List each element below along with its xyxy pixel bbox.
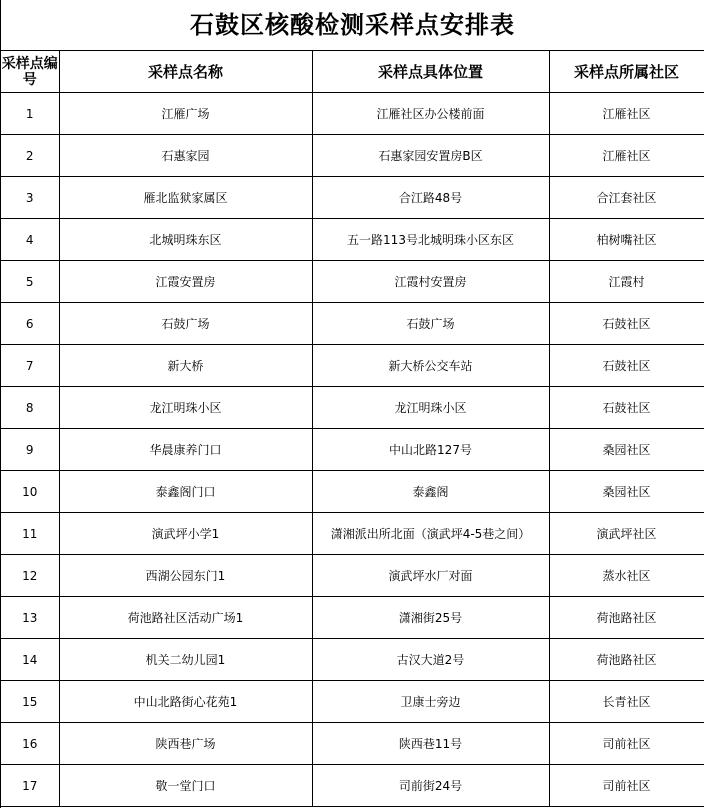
cell-community[interactable]: 石鼓社区 (549, 345, 704, 387)
cell-community[interactable]: 司前社区 (549, 765, 704, 807)
cell-community[interactable]: 桑园社区 (549, 429, 704, 471)
cell-community[interactable]: 蒸水社区 (549, 555, 704, 597)
cell-name[interactable]: 华晨康养门口 (59, 429, 312, 471)
cell-location[interactable]: 石惠家园安置房B区 (312, 135, 549, 177)
cell-community[interactable]: 江霞村 (549, 261, 704, 303)
cell-community[interactable]: 江雁社区 (549, 135, 704, 177)
cell-location[interactable]: 潇湘街25号 (312, 597, 549, 639)
cell-name[interactable]: 雁北监狱家属区 (59, 177, 312, 219)
sheet-title[interactable]: 石鼓区核酸检测采样点安排表 (1, 0, 704, 51)
cell-community[interactable]: 荷池路社区 (549, 597, 704, 639)
cell-location[interactable]: 古汉大道2号 (312, 639, 549, 681)
cell-index[interactable]: 5 (1, 261, 59, 303)
cell-community[interactable]: 荷池路社区 (549, 639, 704, 681)
cell-name[interactable]: 陕西巷广场 (59, 723, 312, 765)
table-row (1, 471, 704, 513)
cell-name[interactable]: 敬一堂门口 (59, 765, 312, 807)
table-row (1, 93, 704, 135)
cell-name[interactable]: 中山北路街心花苑1 (59, 681, 312, 723)
cell-index[interactable]: 6 (1, 303, 59, 345)
cell-name[interactable]: 新大桥 (59, 345, 312, 387)
cell-name[interactable]: 演武坪小学1 (59, 513, 312, 555)
cell-name[interactable]: 龙江明珠小区 (59, 387, 312, 429)
cell-location[interactable]: 龙江明珠小区 (312, 387, 549, 429)
header-index[interactable]: 采样点编号 (1, 51, 59, 93)
cell-location[interactable]: 中山北路127号 (312, 429, 549, 471)
table-row (1, 723, 704, 765)
table-row (1, 135, 704, 177)
cell-community[interactable]: 合江套社区 (549, 177, 704, 219)
cell-index[interactable]: 2 (1, 135, 59, 177)
cell-location[interactable]: 石鼓广场 (312, 303, 549, 345)
cell-name[interactable]: 西湖公园东门1 (59, 555, 312, 597)
cell-index[interactable]: 13 (1, 597, 59, 639)
table-row (1, 345, 704, 387)
cell-index[interactable]: 7 (1, 345, 59, 387)
cell-location[interactable]: 演武坪水厂对面 (312, 555, 549, 597)
cell-name[interactable]: 江霞安置房 (59, 261, 312, 303)
cell-community[interactable]: 石鼓社区 (549, 303, 704, 345)
cell-name[interactable]: 江雁广场 (59, 93, 312, 135)
cell-community[interactable]: 柏树嘴社区 (549, 219, 704, 261)
cell-index[interactable]: 8 (1, 387, 59, 429)
cell-name[interactable]: 泰鑫阁门口 (59, 471, 312, 513)
cell-index[interactable]: 3 (1, 177, 59, 219)
table-row (1, 261, 704, 303)
cell-community[interactable]: 桑园社区 (549, 471, 704, 513)
table-row (1, 765, 704, 807)
cell-location[interactable]: 司前街24号 (312, 765, 549, 807)
cell-location[interactable]: 泰鑫阁 (312, 471, 549, 513)
table-row (1, 387, 704, 429)
cell-community[interactable]: 演武坪社区 (549, 513, 704, 555)
cell-name[interactable]: 石鼓广场 (59, 303, 312, 345)
cell-community[interactable]: 江雁社区 (549, 93, 704, 135)
cell-index[interactable]: 12 (1, 555, 59, 597)
cell-location[interactable]: 潇湘派出所北面（演武坪4-5巷之间） (312, 513, 549, 555)
cell-location[interactable]: 卫康士旁边 (312, 681, 549, 723)
header-name[interactable]: 采样点名称 (59, 51, 312, 93)
header-community[interactable]: 采样点所属社区 (549, 51, 704, 93)
cell-location[interactable]: 五一路113号北城明珠小区东区 (312, 219, 549, 261)
table-row (1, 513, 704, 555)
table-row (1, 219, 704, 261)
cell-index[interactable]: 17 (1, 765, 59, 807)
cell-location[interactable]: 陕西巷11号 (312, 723, 549, 765)
cell-index[interactable]: 15 (1, 681, 59, 723)
table-row (1, 681, 704, 723)
table-row (1, 429, 704, 471)
table-row (1, 303, 704, 345)
cell-location[interactable]: 江霞村安置房 (312, 261, 549, 303)
cell-location[interactable]: 新大桥公交车站 (312, 345, 549, 387)
cell-community[interactable]: 司前社区 (549, 723, 704, 765)
table-row (1, 597, 704, 639)
header-row (1, 51, 704, 93)
table-row (1, 639, 704, 681)
cell-index[interactable]: 9 (1, 429, 59, 471)
sampling-points-table (1, 50, 704, 807)
cell-community[interactable]: 长青社区 (549, 681, 704, 723)
cell-location[interactable]: 合江路48号 (312, 177, 549, 219)
table-row (1, 555, 704, 597)
header-location[interactable]: 采样点具体位置 (312, 51, 549, 93)
cell-name[interactable]: 荷池路社区活动广场1 (59, 597, 312, 639)
cell-index[interactable]: 14 (1, 639, 59, 681)
cell-name[interactable]: 北城明珠东区 (59, 219, 312, 261)
cell-index[interactable]: 11 (1, 513, 59, 555)
table-row (1, 177, 704, 219)
cell-location[interactable]: 江雁社区办公楼前面 (312, 93, 549, 135)
cell-index[interactable]: 16 (1, 723, 59, 765)
cell-index[interactable]: 10 (1, 471, 59, 513)
cell-name[interactable]: 石惠家园 (59, 135, 312, 177)
cell-index[interactable]: 4 (1, 219, 59, 261)
cell-name[interactable]: 机关二幼儿园1 (59, 639, 312, 681)
cell-community[interactable]: 石鼓社区 (549, 387, 704, 429)
cell-index[interactable]: 1 (1, 93, 59, 135)
